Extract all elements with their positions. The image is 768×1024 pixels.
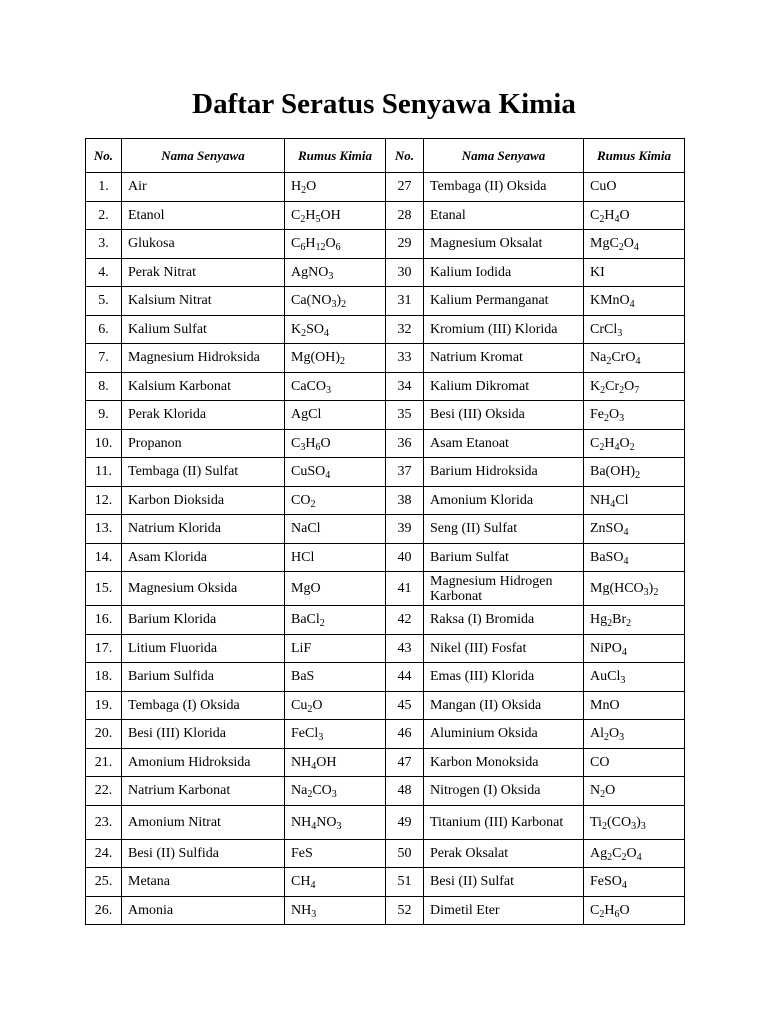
row-number: 6. bbox=[86, 315, 122, 344]
compound-name: Etanol bbox=[122, 201, 285, 230]
compound-name: Karbon Monoksida bbox=[424, 748, 584, 777]
chemical-formula: KMnO$_4$ bbox=[584, 287, 685, 316]
row-number: 45 bbox=[386, 691, 424, 720]
row-number: 24. bbox=[86, 839, 122, 868]
compound-name: Propanon bbox=[122, 429, 285, 458]
row-number: 39 bbox=[386, 515, 424, 544]
chemical-formula: FeSO$_4$ bbox=[584, 868, 685, 897]
compound-name: Dimetil Eter bbox=[424, 896, 584, 925]
chemical-formula: $Na_2CrO_4$ bbox=[584, 344, 685, 373]
row-number: 52 bbox=[386, 896, 424, 925]
row-number: 9. bbox=[86, 401, 122, 430]
table-row bbox=[86, 805, 685, 839]
compound-name: Asam Klorida bbox=[122, 543, 285, 572]
compound-name: Besi (III) Klorida bbox=[122, 720, 285, 749]
table-row bbox=[86, 230, 685, 259]
table-row bbox=[86, 344, 685, 373]
row-number: 27 bbox=[386, 173, 424, 202]
table-row bbox=[86, 287, 685, 316]
row-number: 49 bbox=[386, 805, 424, 839]
compound-name: Karbon Dioksida bbox=[122, 486, 285, 515]
row-number: 36 bbox=[386, 429, 424, 458]
row-number: 29 bbox=[386, 230, 424, 259]
row-number: 23. bbox=[86, 805, 122, 839]
compound-name: Glukosa bbox=[122, 230, 285, 259]
chemical-formula: AuCl$_3$ bbox=[584, 663, 685, 692]
chemical-formula: ZnSO$_4$ bbox=[584, 515, 685, 544]
table-row bbox=[86, 868, 685, 897]
header-no-left: No. bbox=[86, 139, 122, 173]
row-number: 44 bbox=[386, 663, 424, 692]
table-header-row bbox=[86, 139, 685, 173]
compound-name: Natrium Kromat bbox=[424, 344, 584, 373]
chemical-formula: BaSO$_4$ bbox=[584, 543, 685, 572]
compound-name: Amonium Nitrat bbox=[122, 805, 285, 839]
chemical-formula: $Na_2CO_3$ bbox=[285, 777, 386, 806]
row-number: 40 bbox=[386, 543, 424, 572]
table-row bbox=[86, 720, 685, 749]
row-number: 22. bbox=[86, 777, 122, 806]
chemical-formula: AgNO$_3$ bbox=[285, 258, 386, 287]
row-number: 28 bbox=[386, 201, 424, 230]
row-number: 12. bbox=[86, 486, 122, 515]
row-number: 10. bbox=[86, 429, 122, 458]
chemical-formula: CuSO$_4$ bbox=[285, 458, 386, 487]
row-number: 32 bbox=[386, 315, 424, 344]
row-number: 21. bbox=[86, 748, 122, 777]
row-number: 3. bbox=[86, 230, 122, 259]
compound-name: Barium Hidroksida bbox=[424, 458, 584, 487]
table-row bbox=[86, 748, 685, 777]
row-number: 51 bbox=[386, 868, 424, 897]
row-number: 48 bbox=[386, 777, 424, 806]
compound-name: Amonium Hidroksida bbox=[122, 748, 285, 777]
chemical-formula: $NH_4NO_3$ bbox=[285, 805, 386, 839]
compound-name: Kalium Iodida bbox=[424, 258, 584, 287]
table-row bbox=[86, 896, 685, 925]
row-number: 47 bbox=[386, 748, 424, 777]
compound-name: Perak Nitrat bbox=[122, 258, 285, 287]
chemical-formula: $Ag_2C_2O_4$ bbox=[584, 839, 685, 868]
compound-name: Titanium (III) Karbonat bbox=[424, 805, 584, 839]
compound-name: Kalium Sulfat bbox=[122, 315, 285, 344]
chemical-formula: $MgC_2O_4$ bbox=[584, 230, 685, 259]
row-number: 1. bbox=[86, 173, 122, 202]
header-no-right: No. bbox=[386, 139, 424, 173]
table-row bbox=[86, 401, 685, 430]
compound-name: Magnesium Hidrogen Karbonat bbox=[424, 572, 584, 606]
document-title: Daftar Seratus Senyawa Kimia bbox=[192, 88, 576, 120]
table-row bbox=[86, 429, 685, 458]
table-row bbox=[86, 258, 685, 287]
row-number: 38 bbox=[386, 486, 424, 515]
chemical-formula: $C_2H_4O$ bbox=[584, 201, 685, 230]
compound-name: Magnesium Oksalat bbox=[424, 230, 584, 259]
row-number: 17. bbox=[86, 634, 122, 663]
compound-name: Metana bbox=[122, 868, 285, 897]
row-number: 19. bbox=[86, 691, 122, 720]
row-number: 34 bbox=[386, 372, 424, 401]
row-number: 11. bbox=[86, 458, 122, 487]
chemical-formula: CO bbox=[584, 748, 685, 777]
compound-name: Nikel (III) Fosfat bbox=[424, 634, 584, 663]
chemical-formula: $C_3H_6O$ bbox=[285, 429, 386, 458]
table-row bbox=[86, 634, 685, 663]
row-number: 18. bbox=[86, 663, 122, 692]
compound-name: Litium Fluorida bbox=[122, 634, 285, 663]
chemical-formula: MnO bbox=[584, 691, 685, 720]
compound-name: Kalsium Karbonat bbox=[122, 372, 285, 401]
table-row bbox=[86, 173, 685, 202]
table-row bbox=[86, 777, 685, 806]
chemical-formula: $CO_2$ bbox=[285, 486, 386, 515]
row-number: 20. bbox=[86, 720, 122, 749]
header-name-left: Nama Senyawa bbox=[122, 139, 285, 173]
table-row bbox=[86, 572, 685, 606]
compound-name: Besi (II) Sulfat bbox=[424, 868, 584, 897]
chemical-formula: CuO bbox=[584, 173, 685, 202]
compound-name: Magnesium Oksida bbox=[122, 572, 285, 606]
row-number: 14. bbox=[86, 543, 122, 572]
row-number: 35 bbox=[386, 401, 424, 430]
table-row bbox=[86, 606, 685, 635]
compound-name: Aluminium Oksida bbox=[424, 720, 584, 749]
chemical-formula: CaCO$_3$ bbox=[285, 372, 386, 401]
chemical-formula: CrCl$_3$ bbox=[584, 315, 685, 344]
chemical-formula: FeCl$_3$ bbox=[285, 720, 386, 749]
table-row bbox=[86, 839, 685, 868]
compound-name: Nitrogen (I) Oksida bbox=[424, 777, 584, 806]
compound-name: Amonia bbox=[122, 896, 285, 925]
chemical-formula: $C_2H_6O$ bbox=[584, 896, 685, 925]
compound-name: Amonium Klorida bbox=[424, 486, 584, 515]
compound-name: Magnesium Hidroksida bbox=[122, 344, 285, 373]
row-number: 31 bbox=[386, 287, 424, 316]
chemical-formula: $Hg_2Br_2$ bbox=[584, 606, 685, 635]
compound-name: Kalsium Nitrat bbox=[122, 287, 285, 316]
table-row bbox=[86, 458, 685, 487]
chemical-formula: $C_6H_{12}O_6$ bbox=[285, 230, 386, 259]
row-number: 26. bbox=[86, 896, 122, 925]
chemical-formula: MgO bbox=[285, 572, 386, 606]
header-formula-right: Rumus Kimia bbox=[584, 139, 685, 173]
chemical-formula: $Mg(OH)_2$ bbox=[285, 344, 386, 373]
chemical-formula: $NH_3$ bbox=[285, 896, 386, 925]
compound-name: Air bbox=[122, 173, 285, 202]
table-row bbox=[86, 663, 685, 692]
row-number: 41 bbox=[386, 572, 424, 606]
chemical-formula: $Cu_2O$ bbox=[285, 691, 386, 720]
row-number: 13. bbox=[86, 515, 122, 544]
compound-name: Seng (II) Sulfat bbox=[424, 515, 584, 544]
compound-name: Natrium Klorida bbox=[122, 515, 285, 544]
table-row bbox=[86, 315, 685, 344]
chemical-formula: BaCl$_2$ bbox=[285, 606, 386, 635]
chemical-formula: $C_2H_5OH$ bbox=[285, 201, 386, 230]
compound-name: Emas (III) Klorida bbox=[424, 663, 584, 692]
chemical-formula: $N_2O$ bbox=[584, 777, 685, 806]
row-number: 30 bbox=[386, 258, 424, 287]
row-number: 46 bbox=[386, 720, 424, 749]
row-number: 25. bbox=[86, 868, 122, 897]
row-number: 4. bbox=[86, 258, 122, 287]
row-number: 8. bbox=[86, 372, 122, 401]
compound-name: Barium Sulfida bbox=[122, 663, 285, 692]
compound-name: Perak Klorida bbox=[122, 401, 285, 430]
compound-name: Kalium Permanganat bbox=[424, 287, 584, 316]
chemical-formula: $Mg(HCO_3)_2$ bbox=[584, 572, 685, 606]
compound-name: Besi (II) Sulfida bbox=[122, 839, 285, 868]
row-number: 37 bbox=[386, 458, 424, 487]
row-number: 43 bbox=[386, 634, 424, 663]
compound-name: Kromium (III) Klorida bbox=[424, 315, 584, 344]
chemical-formula: NiPO$_4$ bbox=[584, 634, 685, 663]
chemical-formula: $C_2H_4O_2$ bbox=[584, 429, 685, 458]
compound-name: Barium Sulfat bbox=[424, 543, 584, 572]
compound-name: Natrium Karbonat bbox=[122, 777, 285, 806]
compound-name: Besi (III) Oksida bbox=[424, 401, 584, 430]
compound-name: Kalium Dikromat bbox=[424, 372, 584, 401]
compound-name: Etanal bbox=[424, 201, 584, 230]
chemical-formula: $NH_4OH$ bbox=[285, 748, 386, 777]
compound-name: Tembaga (I) Oksida bbox=[122, 691, 285, 720]
chemical-formula: $H_2O$ bbox=[285, 173, 386, 202]
row-number: 2. bbox=[86, 201, 122, 230]
chemical-formula: $CH_4$ bbox=[285, 868, 386, 897]
table-row bbox=[86, 372, 685, 401]
chemical-formula: FeS bbox=[285, 839, 386, 868]
chemical-formula: LiF bbox=[285, 634, 386, 663]
chemical-formula: KI bbox=[584, 258, 685, 287]
compound-name: Raksa (I) Bromida bbox=[424, 606, 584, 635]
row-number: 15. bbox=[86, 572, 122, 606]
table-row bbox=[86, 691, 685, 720]
table-row bbox=[86, 201, 685, 230]
row-number: 42 bbox=[386, 606, 424, 635]
chemical-formula: HCl bbox=[285, 543, 386, 572]
row-number: 33 bbox=[386, 344, 424, 373]
chemical-formula: $Ca(NO_3)_2$ bbox=[285, 287, 386, 316]
chemical-formula: BaS bbox=[285, 663, 386, 692]
header-formula-left: Rumus Kimia bbox=[285, 139, 386, 173]
row-number: 7. bbox=[86, 344, 122, 373]
table-row bbox=[86, 515, 685, 544]
compound-name: Barium Klorida bbox=[122, 606, 285, 635]
table-row bbox=[86, 543, 685, 572]
chemical-formula: $NH_4Cl$ bbox=[584, 486, 685, 515]
compound-name: Tembaga (II) Sulfat bbox=[122, 458, 285, 487]
chemical-formula: AgCl bbox=[285, 401, 386, 430]
compound-name: Perak Oksalat bbox=[424, 839, 584, 868]
row-number: 16. bbox=[86, 606, 122, 635]
compound-table bbox=[85, 138, 685, 925]
chemical-formula: $K_2SO_4$ bbox=[285, 315, 386, 344]
header-name-right: Nama Senyawa bbox=[424, 139, 584, 173]
chemical-formula: $K_2Cr_2O_7$ bbox=[584, 372, 685, 401]
table-body bbox=[86, 173, 685, 925]
compound-name: Mangan (II) Oksida bbox=[424, 691, 584, 720]
row-number: 5. bbox=[86, 287, 122, 316]
chemical-formula: $Ba(OH)_2$ bbox=[584, 458, 685, 487]
compound-name: Tembaga (II) Oksida bbox=[424, 173, 584, 202]
table-row bbox=[86, 486, 685, 515]
chemical-formula: NaCl bbox=[285, 515, 386, 544]
compound-name: Asam Etanoat bbox=[424, 429, 584, 458]
chemical-formula: $Ti_2(CO_3)_3$ bbox=[584, 805, 685, 839]
row-number: 50 bbox=[386, 839, 424, 868]
chemical-formula: $Al_2O_3$ bbox=[584, 720, 685, 749]
chemical-formula: $Fe_2O_3$ bbox=[584, 401, 685, 430]
